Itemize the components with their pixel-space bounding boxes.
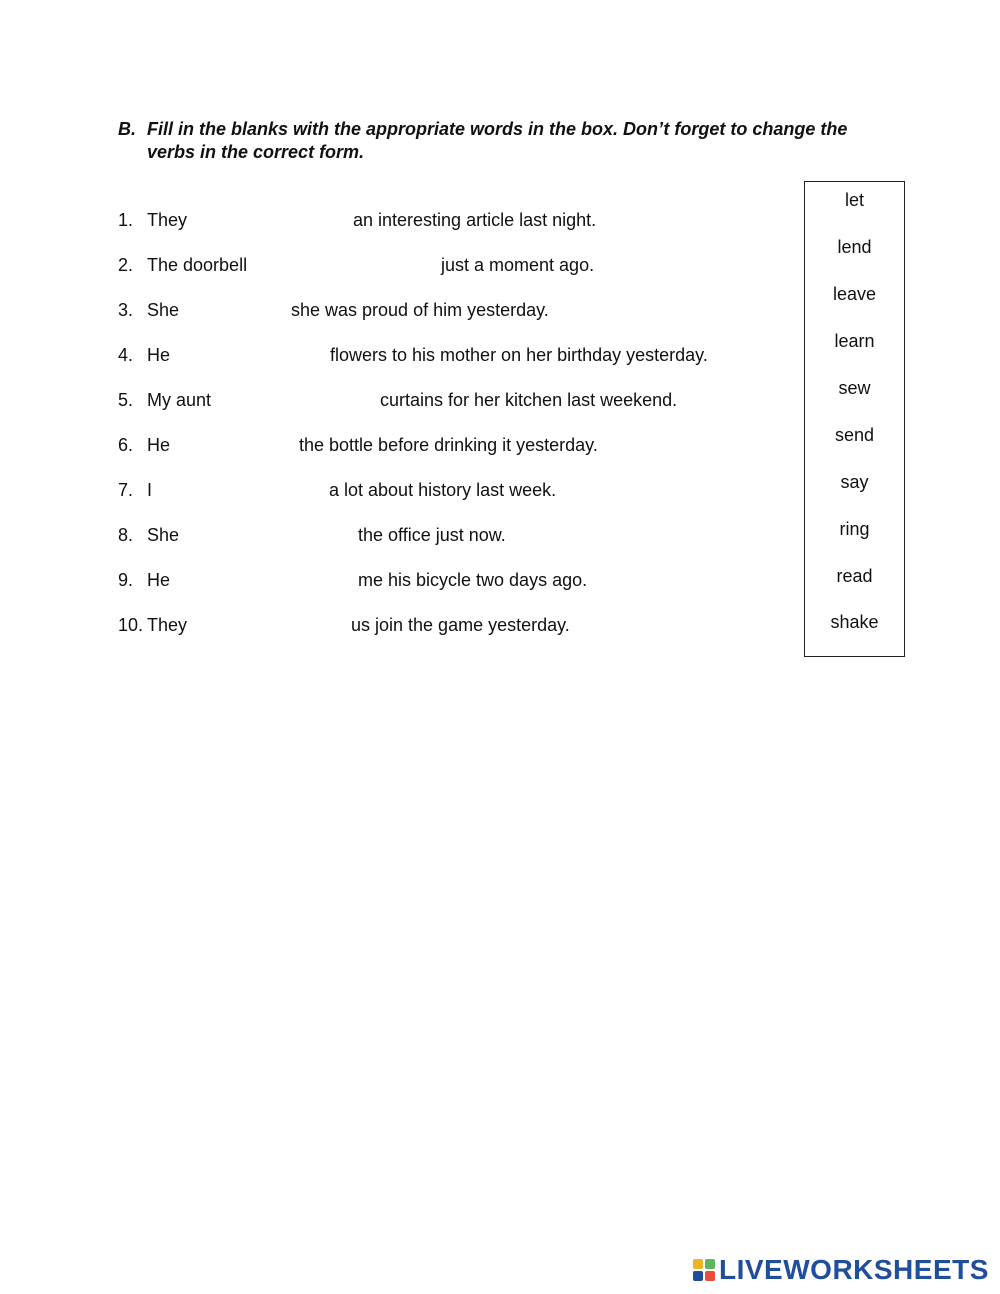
item-subject: My aunt	[147, 390, 212, 410]
word-box-item: let	[844, 190, 864, 210]
instruction-text: Fill in the blanks with the appropriate words in the box. Don’t forget to change the verbs in the correct form.	[147, 119, 848, 162]
item-number: 4.	[118, 345, 134, 365]
item-rest: me his bicycle two days ago.	[358, 570, 588, 590]
item-number: 9.	[118, 570, 134, 590]
logo-square	[705, 1271, 715, 1281]
item-subject: He	[147, 570, 171, 590]
item-rest: curtains for her kitchen last weekend.	[380, 390, 678, 410]
item-number: 8.	[118, 525, 134, 545]
item-subject: The doorbell	[147, 255, 248, 275]
section-letter: B.	[118, 119, 136, 139]
item-rest: an interesting article last night.	[353, 210, 597, 230]
word-box-item: lend	[837, 237, 872, 257]
item-number: 1.	[118, 210, 134, 230]
item-rest: a lot about history last week.	[329, 480, 557, 500]
item-number: 5.	[118, 390, 134, 410]
item-subject: He	[147, 345, 171, 365]
item-rest: flowers to his mother on her birthday yesterday.	[330, 345, 708, 365]
item-rest: us join the game yesterday.	[351, 615, 570, 635]
word-box-item: send	[834, 425, 875, 445]
word-box-item: ring	[839, 519, 870, 539]
logo-text: LIVEWORKSHEETS	[719, 1254, 989, 1285]
word-box-item: say	[840, 472, 869, 492]
word-box-item: leave	[832, 284, 877, 304]
item-rest: the office just now.	[358, 525, 506, 545]
word-box	[804, 181, 905, 657]
item-rest: she was proud of him yesterday.	[291, 300, 549, 320]
logo-square	[693, 1271, 703, 1281]
item-subject: He	[147, 435, 171, 455]
item-number: 6.	[118, 435, 134, 455]
word-box-item: learn	[834, 331, 875, 351]
item-subject: I	[147, 480, 153, 500]
word-box-item: sew	[838, 378, 871, 398]
logo-mark-icon	[693, 1259, 715, 1281]
item-subject: They	[147, 210, 188, 230]
word-box-item: shake	[830, 612, 879, 632]
item-rest: the bottle before drinking it yesterday.	[299, 435, 598, 455]
item-subject: She	[147, 525, 180, 545]
item-subject: They	[147, 615, 188, 635]
item-number: 7.	[118, 480, 134, 500]
logo-square	[705, 1259, 715, 1269]
logo-square	[693, 1259, 703, 1269]
item-number: 3.	[118, 300, 134, 320]
item-rest: just a moment ago.	[441, 255, 595, 275]
word-box-item: read	[836, 566, 873, 586]
item-number: 2.	[118, 255, 134, 275]
item-subject: She	[147, 300, 180, 320]
liveworksheets-logo	[693, 1254, 989, 1286]
instruction	[118, 118, 898, 164]
item-number: 10.	[118, 615, 144, 635]
